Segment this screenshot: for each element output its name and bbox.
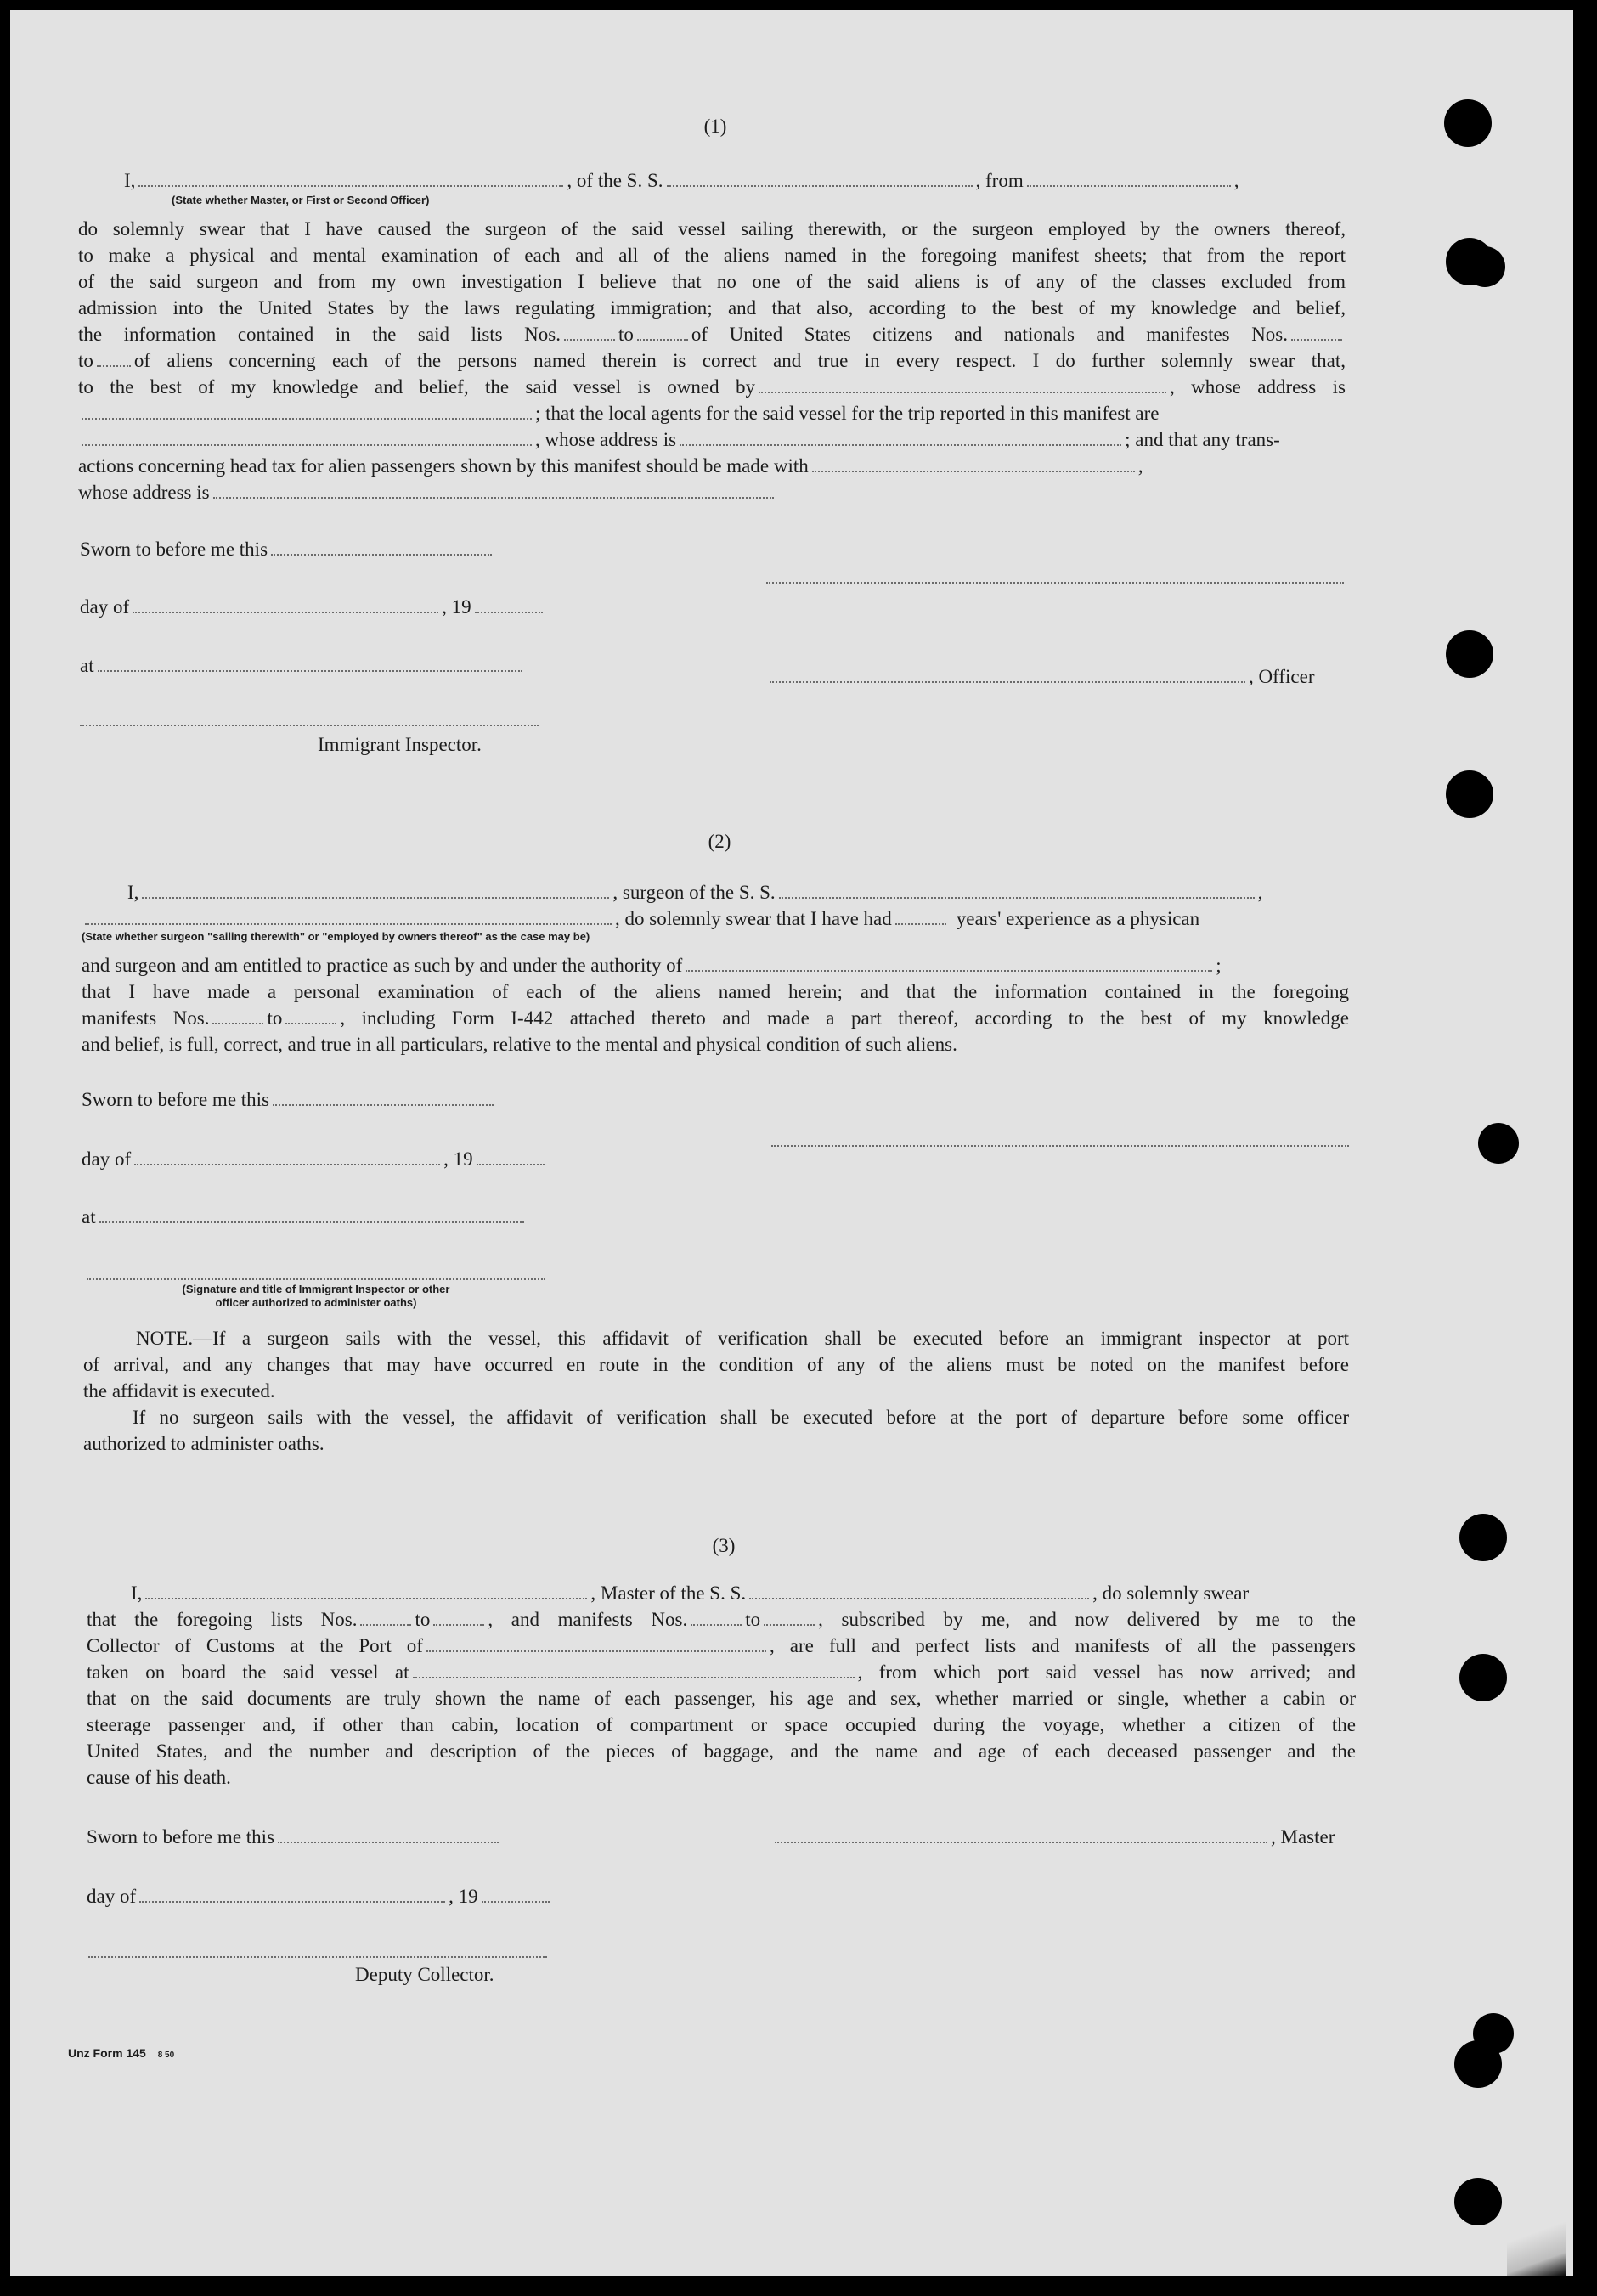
section1-lists-line: the information contained in the said lists Nos. to of United States citizens and nationals and manifestes Nos. xyxy=(78,322,1346,347)
immigrant-inspector-label: Immigrant Inspector. xyxy=(318,734,482,755)
section2-text: that I have made a personal examination of each of the aliens named herein; and that the information contained in the foregoing xyxy=(82,981,1349,1002)
punch-hole xyxy=(1464,246,1505,287)
section2-line2: , do solemnly swear that I have had years' experience as a physican xyxy=(82,906,1199,932)
manifests-to-field[interactable] xyxy=(97,348,131,367)
section2-manifests-line: manifests Nos. to , including Form I-442 attached thereto and made a part thereof, according to the best of my knowledge xyxy=(82,1007,1349,1029)
day-of-field[interactable] xyxy=(133,595,438,613)
note-paragraph: If no surgeon sails with the vessel, the affidavit of verification shall be executed before at the port of departure before some officer xyxy=(133,1407,1349,1428)
page-curl xyxy=(1507,2175,1566,2276)
owner-field[interactable] xyxy=(759,375,1166,393)
section2-dayof: day of , 19 xyxy=(82,1147,548,1172)
master-name-field[interactable] xyxy=(145,1581,587,1599)
document-page xyxy=(10,10,1573,2276)
master-lists-from-field[interactable] xyxy=(360,1607,411,1626)
punch-hole xyxy=(1459,1514,1507,1561)
officer-title-field[interactable] xyxy=(770,664,1245,683)
master-manifests-to-field[interactable] xyxy=(764,1607,815,1626)
at-place-field[interactable] xyxy=(98,653,522,672)
section3-sworn: Sworn to before me this xyxy=(87,1825,502,1850)
officer-rank-field[interactable] xyxy=(138,168,563,187)
section2-number: (2) xyxy=(708,831,731,852)
section2-status-note: (State whether surgeon "sailing therewith" or "employed by owners thereof" as the case may be) xyxy=(82,930,590,943)
section3-text: steerage passenger and, if other than cabin, location of compartment or space occupied during the voyage, whether a citizen of the xyxy=(87,1714,1356,1735)
owner-address-field[interactable] xyxy=(82,401,532,420)
headtax-contact-field[interactable] xyxy=(812,454,1135,472)
section3-port-line: Collector of Customs at the Port of , are full and perfect lists and manifests of all the passengers xyxy=(87,1635,1356,1656)
collector-port-field[interactable] xyxy=(426,1633,766,1652)
surgeon-manifests-to-field[interactable] xyxy=(285,1006,336,1024)
surgeon-vessel-field[interactable] xyxy=(779,880,1255,899)
note-paragraph: authorized to administer oaths. xyxy=(83,1433,324,1454)
lists-to-field[interactable] xyxy=(637,322,688,341)
note-paragraph: of arrival, and any changes that may have occurred en route in the condition of any of the aliens must be noted on the manifest before xyxy=(83,1354,1349,1375)
section3-number: (3) xyxy=(712,1535,736,1556)
form-number: Unz Form 145 8 50 xyxy=(68,2046,175,2060)
section1-headtax-address-line: whose address is xyxy=(78,480,777,505)
section1-text: to make a physical and mental examination of each and all of the aliens named in the foregoing manifest sheets; that from the report xyxy=(78,245,1346,266)
agents-field[interactable] xyxy=(82,427,532,446)
section1-agents-address-line: , whose address is ; and that any trans- xyxy=(78,427,1346,453)
section1-line1: I, , of the S. S. , from , xyxy=(124,170,1239,191)
section1-officer: , Officer xyxy=(766,664,1314,690)
section1-rank-note: (State whether Master, or First or Second Officer) xyxy=(172,194,430,206)
section1-sworn: Sworn to before me this xyxy=(80,537,495,562)
from-port-field[interactable] xyxy=(1027,168,1231,187)
master-manifests-from-field[interactable] xyxy=(691,1607,742,1626)
agents-address-field[interactable] xyxy=(680,427,1121,446)
year-field-2[interactable] xyxy=(477,1147,545,1165)
punch-hole xyxy=(1454,2178,1502,2225)
section1-aliens-line: to of aliens concerning each of the persons named therein is correct and true in every respect. I do further solemnly swear that, xyxy=(78,350,1346,371)
administering-officer-signature-line[interactable] xyxy=(87,1278,545,1280)
authority-field[interactable] xyxy=(686,953,1212,972)
section2-text: and belief, is full, correct, and true in all particulars, relative to the mental and physical condition of such aliens. xyxy=(82,1034,957,1055)
manifests-from-field[interactable] xyxy=(1291,322,1342,341)
vessel-name-field[interactable] xyxy=(667,168,973,187)
officer-signature-line[interactable] xyxy=(766,581,1344,584)
punch-hole xyxy=(1446,630,1493,678)
signature-note: (Signature and title of Immigrant Inspector or other officer authorized to administer oaths) xyxy=(182,1283,450,1309)
section1-at: at xyxy=(80,653,526,679)
day-of-field-2[interactable] xyxy=(134,1147,440,1165)
section1-text: do solemnly swear that I have caused the surgeon of the said vessel sailing therewith, or the surgeon employed by the owners thereof, xyxy=(78,218,1346,240)
note-paragraph: NOTE.—If a surgeon sails with the vessel, this affidavit of verification shall be executed before an immigrant inspector at port xyxy=(136,1328,1349,1349)
punch-hole xyxy=(1444,99,1492,147)
section2-at: at xyxy=(82,1204,528,1230)
surgeon-name-field[interactable] xyxy=(142,880,609,899)
lists-from-field[interactable] xyxy=(564,322,615,341)
day-of-field-3[interactable] xyxy=(139,1884,445,1903)
year-field-3[interactable] xyxy=(482,1884,550,1903)
punch-hole xyxy=(1478,1123,1519,1164)
departure-port-field[interactable] xyxy=(413,1660,855,1678)
punch-hole xyxy=(1454,2040,1502,2088)
deputy-collector-label: Deputy Collector. xyxy=(355,1964,494,1985)
section3-line1: I, , Master of the S. S. , do solemnly swear xyxy=(131,1582,1250,1604)
section2-sworn: Sworn to before me this xyxy=(82,1087,497,1113)
section2-authority-line: and surgeon and am entitled to practice as such by and under the authority of ; xyxy=(82,955,1222,976)
sworn-date-field-3[interactable] xyxy=(278,1825,499,1843)
section1-dayof: day of , 19 xyxy=(80,595,546,620)
inspector-signature-line[interactable] xyxy=(80,724,539,726)
note-paragraph: the affidavit is executed. xyxy=(83,1380,275,1402)
section3-lists-line: that the foregoing lists Nos. to , and manifests Nos. to , subscribed by me, and now delivered by me to the xyxy=(87,1609,1356,1630)
section1-text: of the said surgeon and from my own investigation I believe that no one of the said aliens is of any of the classes excluded from xyxy=(78,271,1346,292)
punch-hole xyxy=(1446,770,1493,818)
section3-taken-line: taken on board the said vessel at , from which port said vessel has now arrived; and xyxy=(87,1661,1357,1683)
punch-hole xyxy=(1459,1654,1507,1701)
master-lists-to-field[interactable] xyxy=(433,1607,484,1626)
surgeon-signature-line[interactable] xyxy=(771,1144,1349,1147)
section3-text: United States, and the number and description of the pieces of baggage, and the name and age of each deceased passenger and the xyxy=(87,1740,1356,1762)
deputy-collector-signature-line[interactable] xyxy=(88,1955,547,1958)
section3-dayof: day of , 19 xyxy=(87,1884,553,1910)
section2-line1: I, , surgeon of the S. S. , xyxy=(127,882,1263,903)
section1-number: (1) xyxy=(703,116,727,137)
master-vessel-field[interactable] xyxy=(749,1581,1089,1599)
years-experience-field[interactable] xyxy=(895,906,946,925)
section1-headtax-line: actions concerning head tax for alien passengers shown by this manifest should be made with , xyxy=(78,455,1143,477)
section3-text: that on the said documents are truly shown the name of each passenger, his age and sex, whether married or single, whether a cabin or xyxy=(87,1688,1356,1709)
master-signature-field[interactable] xyxy=(775,1825,1267,1843)
sworn-date-field-2[interactable] xyxy=(273,1087,494,1106)
section1-text: admission into the United States by the laws regulating immigration; and that also, according to the best of my knowledge and belief, xyxy=(78,297,1346,319)
section1-agents-line: ; that the local agents for the said vessel for the trip reported in this manifest are xyxy=(78,401,1346,426)
at-place-field-2[interactable] xyxy=(99,1204,524,1223)
section3-master: , Master xyxy=(771,1825,1335,1850)
section1-owner-line: to the best of my knowledge and belief, the said vessel is owned by , whose address is xyxy=(78,376,1346,398)
surgeon-manifests-from-field[interactable] xyxy=(212,1006,263,1024)
sworn-date-field[interactable] xyxy=(271,537,492,556)
section3-text: cause of his death. xyxy=(87,1767,231,1788)
year-field[interactable] xyxy=(475,595,543,613)
headtax-address-field[interactable] xyxy=(213,480,774,499)
surgeon-status-field[interactable] xyxy=(85,906,612,925)
